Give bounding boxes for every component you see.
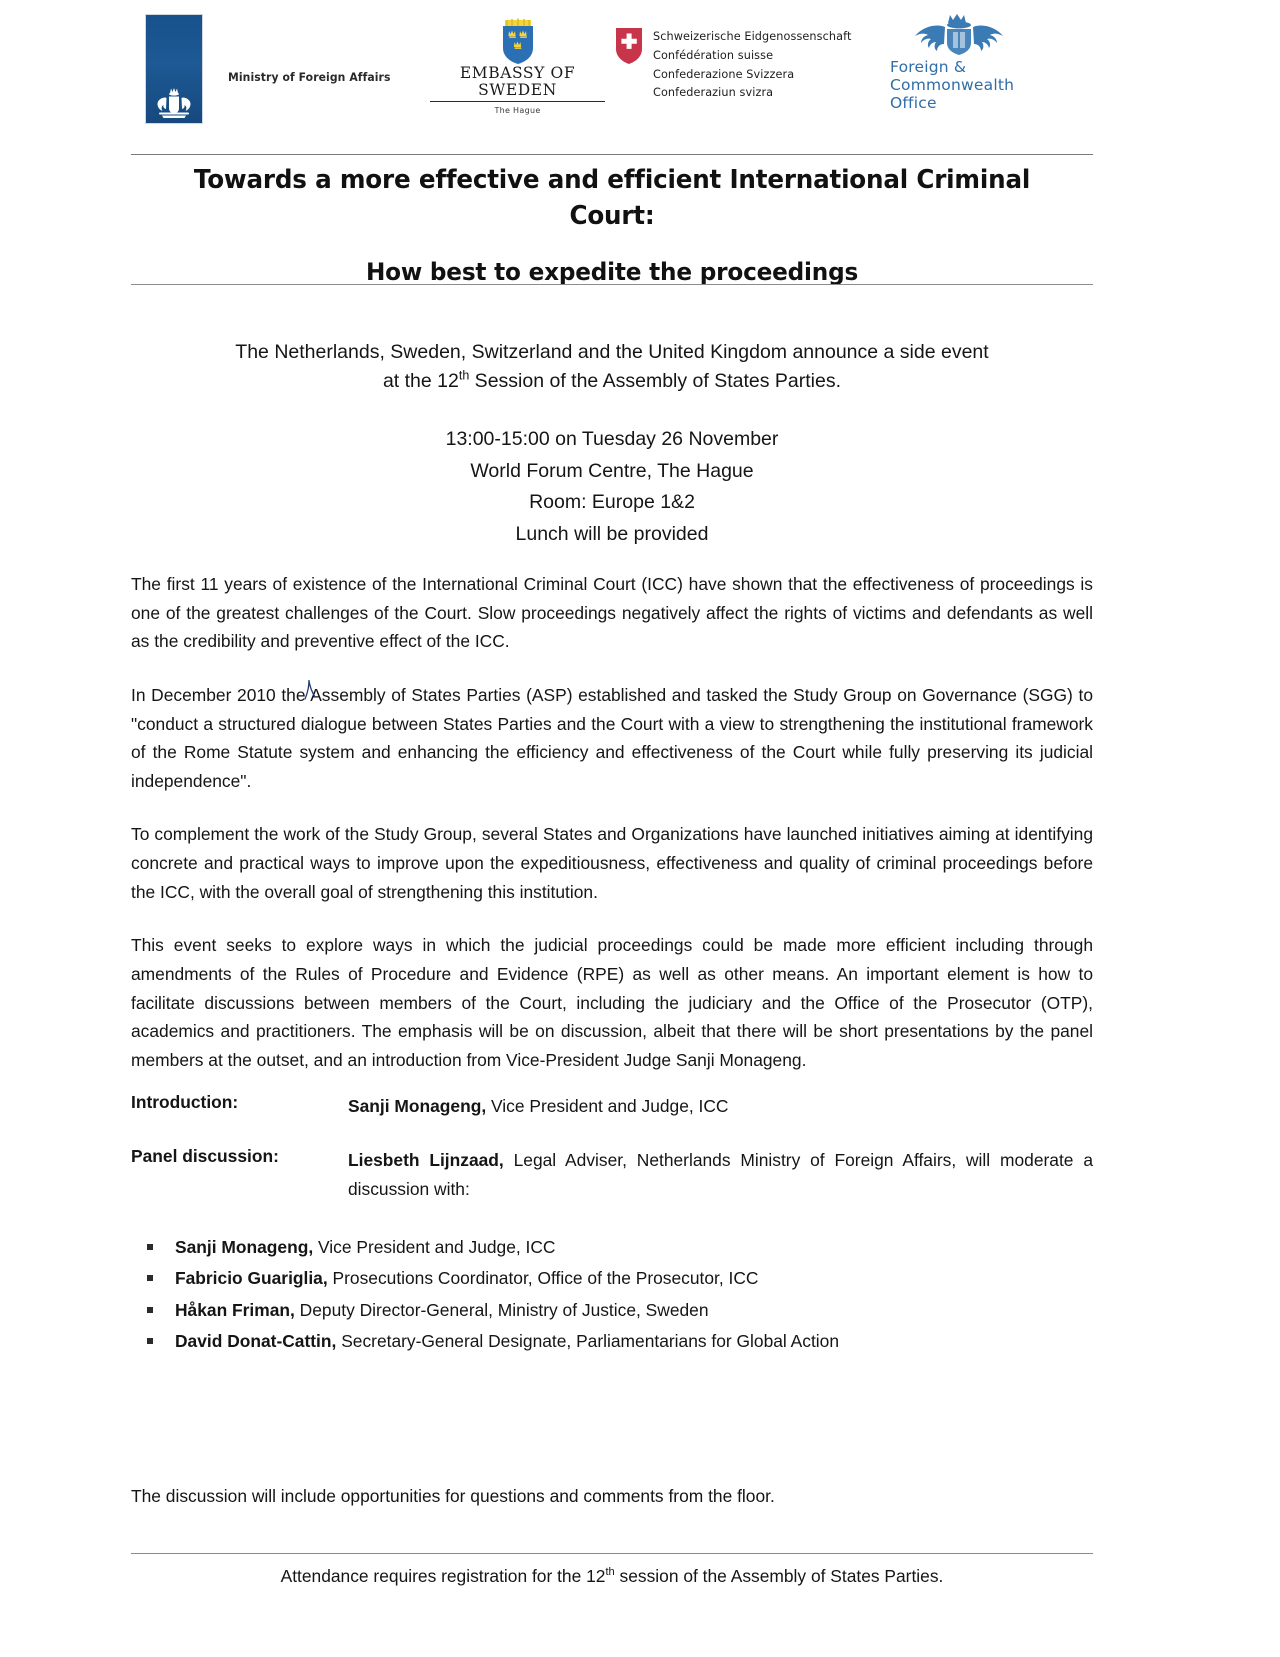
square-bullet-icon	[147, 1307, 153, 1313]
speakers-section	[131, 1092, 1093, 1359]
swiss-confederation-names	[653, 27, 851, 102]
footer-rule	[131, 1553, 1093, 1554]
announcement-ordinal: th	[458, 368, 470, 383]
sweden-three-crowns-shield-icon	[501, 18, 535, 64]
body-text-area	[131, 570, 1093, 1099]
embassy-of-sweden-name: EMBASSY OF SWEDEN	[430, 65, 605, 102]
panel-discussion-row	[131, 1146, 1093, 1203]
fco-line-1: Foreign &	[890, 58, 967, 76]
panel-moderator	[348, 1146, 1093, 1203]
introduction-speaker-role: Vice President and Judge, ICC	[486, 1096, 729, 1116]
swiss-name-it: Confederazione Svizzera	[653, 66, 795, 81]
netherlands-ministry-label: Ministry of Foreign Affairs	[228, 70, 391, 84]
introduction-row	[131, 1092, 1093, 1120]
panelist-name: Håkan Friman,	[175, 1299, 295, 1320]
panelist-role: Secretary-General Designate, Parliamentarians for Global Action	[336, 1331, 839, 1352]
embassy-of-sweden-logo	[430, 18, 605, 115]
fco-line-2: Commonwealth	[890, 75, 1015, 94]
event-time: 13:00-15:00 on Tuesday 26 November	[445, 428, 779, 450]
event-venue: World Forum Centre, The Hague	[470, 459, 754, 482]
footer-registration-note	[131, 1566, 1093, 1587]
paragraph-event-scope: This event seeks to explore ways in which the judicial proceedings could be made more efficient including through amendments of the Rules of Procedure and Evidence (RPE) as well as other means. An important element is how to facilitate discussions between members of the Court, including the judiciary and the Office of the Prosecutor (OTP), academics and practitioners. The emphasis will be on discussion, albeit that there will be short presentations by the panel members at the outset, and an introduction from Vice-President Judge Sanji Monageng.	[131, 935, 1093, 1070]
closing-note: The discussion will include opportunities for questions and comments from the floor.	[131, 1486, 775, 1506]
list-item	[131, 1296, 1093, 1324]
paragraph-initiatives: To complement the work of the Study Group, several States and Organizations have launched initiatives aiming at identifying concrete and practical ways to improve upon the expeditiousness, effectiveness and quality of criminal proceedings before the ICC, with the overall goal of strengthening this institution.	[131, 824, 1093, 902]
swiss-confederation-logo	[615, 27, 858, 102]
uk-royal-arms-crest-icon	[898, 12, 1020, 58]
netherlands-ministry-logo	[145, 14, 203, 124]
event-details-block	[131, 424, 1093, 550]
fco-name	[890, 59, 1090, 113]
square-bullet-icon	[147, 1275, 153, 1281]
panelist-name: David Donat-Cattin,	[175, 1331, 337, 1352]
panel-moderator-role: Legal Adviser, Netherlands Ministry of Foreign Affairs, will moderate a discussion with:	[348, 1150, 1093, 1199]
event-lunch-note: Lunch will be provided	[515, 522, 709, 545]
swiss-name-rm: Confederaziun svizra	[653, 85, 774, 100]
page-subtitle: How best to expedite the proceedings	[365, 258, 859, 287]
swiss-name-fr: Confédération suisse	[653, 47, 774, 62]
panelist-role: Vice President and Judge, ICC	[313, 1237, 556, 1258]
introduction-label: Introduction:	[131, 1092, 239, 1112]
swiss-name-de: Schweizerische Eidgenossenschaft	[653, 29, 852, 43]
list-item	[131, 1233, 1093, 1261]
panelist-role: Prosecutions Coordinator, Office of the Prosecutor, ICC	[327, 1268, 759, 1289]
announcement-line-2-pre: at the 12	[382, 369, 459, 392]
logo-band	[0, 0, 1280, 140]
footer-post: session of the Assembly of States Parties.	[614, 1566, 944, 1586]
list-item	[131, 1327, 1093, 1355]
announcement-line-2	[131, 367, 1093, 396]
document-title-block	[131, 162, 1093, 286]
list-item	[131, 1264, 1093, 1292]
fco-line-3: Office	[890, 93, 937, 112]
page-title: Towards a more effective and efficient International Criminal Court:	[193, 165, 1031, 232]
title-rule-bottom	[131, 284, 1093, 285]
footer-pre: Attendance requires registration for the 12	[280, 1566, 606, 1586]
introduction-speaker-name: Sanji Monageng,	[348, 1096, 487, 1116]
embassy-of-sweden-city: The Hague	[494, 106, 541, 116]
footer-ordinal: th	[605, 1566, 615, 1579]
netherlands-coat-of-arms-icon	[149, 86, 199, 120]
introduction-speaker	[348, 1092, 1093, 1120]
event-room: Room: Europe 1&2	[529, 491, 695, 514]
panelist-name: Sanji Monageng,	[175, 1237, 314, 1258]
panelist-name: Fabricio Guariglia,	[175, 1268, 328, 1289]
title-rule-top	[131, 154, 1093, 155]
panelist-list	[131, 1233, 1093, 1355]
panel-moderator-name: Liesbeth Lijnzaad,	[348, 1150, 504, 1171]
announcement-line-2-post: Session of the Assembly of States Parties.	[469, 369, 842, 392]
swiss-cross-shield-icon	[615, 27, 643, 65]
announcement-block	[131, 338, 1093, 395]
panelist-role: Deputy Director-General, Ministry of Justice, Sweden	[294, 1299, 709, 1320]
square-bullet-icon	[147, 1244, 153, 1250]
paragraph-effectiveness: The first 11 years of existence of the International Criminal Court (ICC) have shown that the effectiveness of proceedings is one of the greatest challenges of the Court. Slow proceedings negatively affect the rights of victims and defendants as well as the credibility and preventive effect of the ICC.	[131, 574, 1093, 652]
foreign-commonwealth-office-logo	[890, 12, 1090, 113]
paragraph-study-group: In December 2010 the Assembly of States Parties (ASP) established and tasked the Study Group on Governance (SGG) to "conduct a structured dialogue between States Parties and the Court with a view to strengthening the institutional framework of the Rome Statute system and enhancing the efficiency and effectiveness of the Court while fully preserving its judicial independence".	[131, 684, 1093, 791]
announcement-line-1: The Netherlands, Sweden, Switzerland and the United Kingdom announce a side event	[235, 341, 989, 363]
panel-discussion-label: Panel discussion:	[131, 1146, 279, 1167]
square-bullet-icon	[147, 1338, 153, 1344]
